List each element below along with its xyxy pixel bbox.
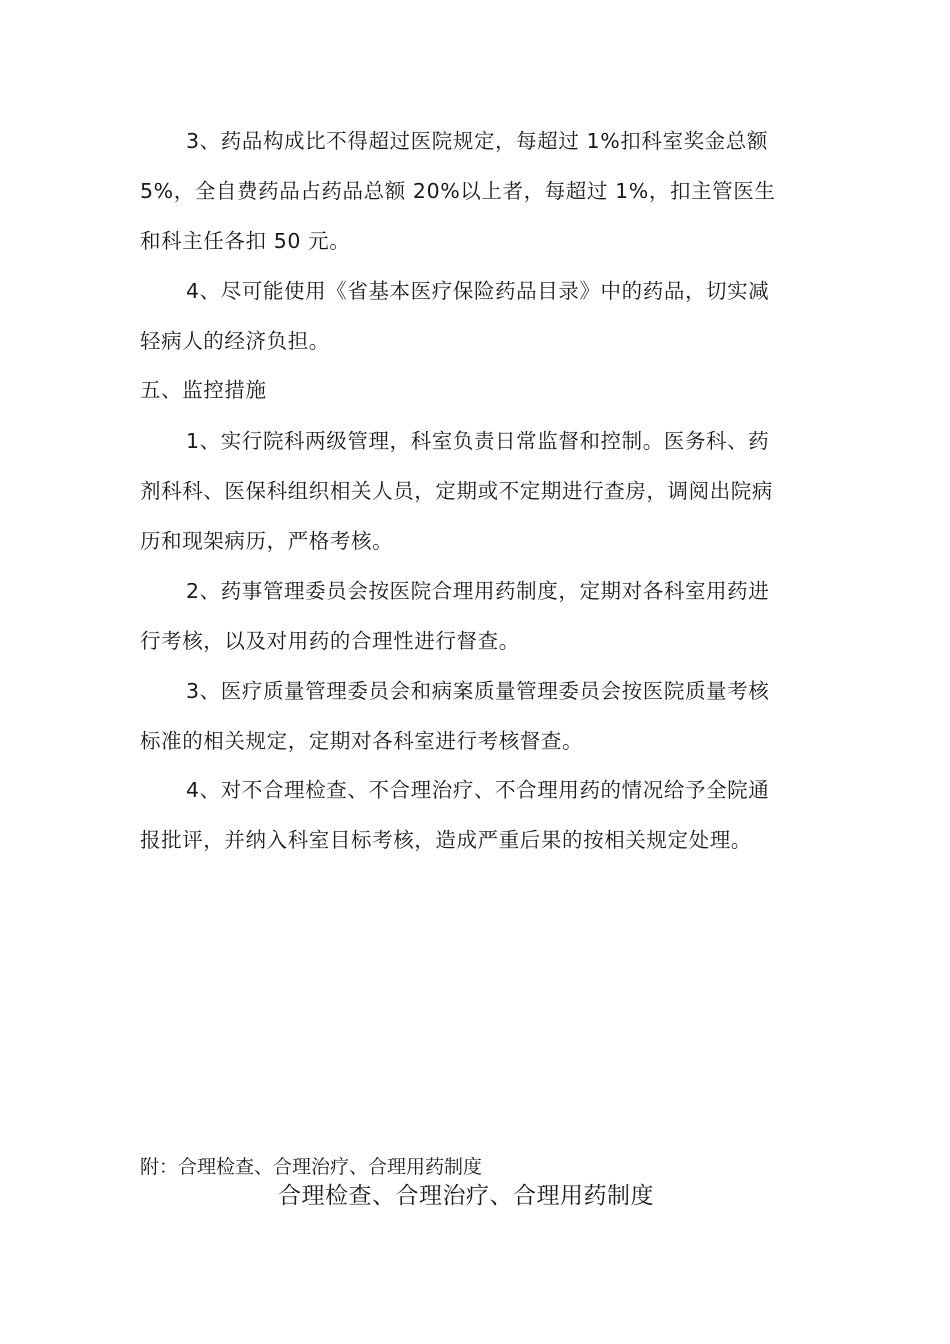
paragraph-line: 5%，全自费药品占药品总额 20%以上者，每超过 1%，扣主管医生 — [140, 179, 776, 203]
paragraph-line: 标准的相关规定，定期对各科室进行考核督查。 — [140, 729, 584, 753]
paragraph-line: 3、医疗质量管理委员会和病案质量管理委员会按医院质量考核 — [186, 679, 770, 703]
paragraph-line: 4、尽可能使用《省基本医疗保险药品目录》中的药品，切实减 — [186, 279, 770, 303]
paragraph-line: 2、药事管理委员会按医院合理用药制度，定期对各科室用药进 — [186, 579, 770, 603]
appendix-note: 附：合理检查、合理治疗、合理用药制度 — [140, 1156, 483, 1178]
paragraph-line: 和科主任各扣 50 元。 — [140, 229, 351, 253]
paragraph-line: 行考核，以及对用药的合理性进行督查。 — [140, 629, 520, 653]
paragraph-line: 历和现架病历，严格考核。 — [140, 529, 394, 553]
paragraph-line: 4、对不合理检查、不合理治疗、不合理用药的情况给予全院通 — [186, 778, 770, 802]
paragraph-line: 报批评，并纳入科室目标考核，造成严重后果的按相关规定处理。 — [140, 828, 752, 852]
next-section-title: 合理检查、合理治疗、合理用药制度 — [278, 1183, 654, 1209]
section-heading: 五、监控措施 — [140, 378, 267, 402]
paragraph-line: 3、药品构成比不得超过医院规定，每超过 1%扣科室奖金总额 — [186, 129, 768, 153]
paragraph-line: 剂科科、医保科组织相关人员，定期或不定期进行查房，调阅出院病 — [140, 479, 773, 503]
paragraph-line: 1、实行院科两级管理，科室负责日常监督和控制。医务科、药 — [186, 429, 770, 453]
paragraph-line: 轻病人的经济负担。 — [140, 329, 330, 353]
